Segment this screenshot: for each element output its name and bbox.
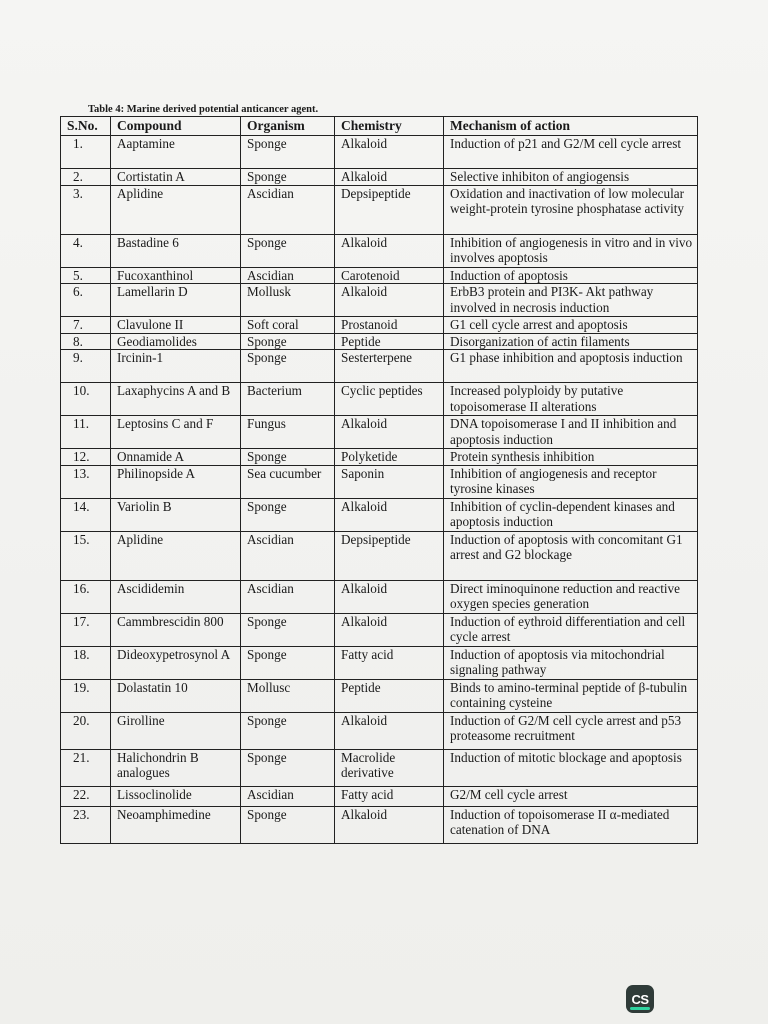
cell-sno: 7.: [61, 317, 111, 334]
cell-compound: Cortistatin A: [111, 169, 241, 186]
cell-chemistry: Fatty acid: [335, 786, 444, 806]
cell-chemistry: Prostanoid: [335, 317, 444, 334]
cell-chemistry: Alkaloid: [335, 580, 444, 613]
cell-chemistry: Sesterterpene: [335, 350, 444, 383]
cell-mechanism: Induction of apoptosis via mitochondrial signaling pathway: [444, 646, 698, 679]
cell-mechanism: Inhibition of cyclin-dependent kinases and apoptosis induction: [444, 498, 698, 531]
cell-chemistry: Fatty acid: [335, 646, 444, 679]
cell-compound: Dideoxypetrosynol A: [111, 646, 241, 679]
table-row: [61, 465, 698, 498]
cell-chemistry: Depsipeptide: [335, 185, 444, 234]
cell-chemistry: Peptide: [335, 679, 444, 712]
cell-organism: Sponge: [241, 712, 335, 749]
cell-sno: 11.: [61, 416, 111, 449]
cell-compound: Halichondrin B analogues: [111, 749, 241, 786]
table-row: [61, 646, 698, 679]
cell-compound: Ircinin-1: [111, 350, 241, 383]
cell-mechanism: DNA topoisomerase I and II inhibition and apoptosis induction: [444, 416, 698, 449]
cell-chemistry: Alkaloid: [335, 416, 444, 449]
cell-chemistry: Alkaloid: [335, 613, 444, 646]
cell-chemistry: Alkaloid: [335, 284, 444, 317]
cell-organism: Ascidian: [241, 185, 335, 234]
cell-chemistry: Alkaloid: [335, 498, 444, 531]
table-row: [61, 712, 698, 749]
cell-sno: 8.: [61, 333, 111, 350]
cell-mechanism: Protein synthesis inhibition: [444, 449, 698, 466]
table-row: [61, 449, 698, 466]
cell-organism: Ascidian: [241, 531, 335, 580]
cell-chemistry: Alkaloid: [335, 806, 444, 843]
cell-sno: 22.: [61, 786, 111, 806]
cell-mechanism: Disorganization of actin filaments: [444, 333, 698, 350]
cell-sno: 19.: [61, 679, 111, 712]
cell-sno: 20.: [61, 712, 111, 749]
table-row: [61, 613, 698, 646]
cell-compound: Girolline: [111, 712, 241, 749]
cell-mechanism: Induction of apoptosis with concomitant G1 arrest and G2 blockage: [444, 531, 698, 580]
cell-chemistry: Depsipeptide: [335, 531, 444, 580]
table-caption: Table 4: Marine derived potential anticancer agent.: [88, 104, 319, 115]
cell-organism: Mollusc: [241, 679, 335, 712]
cell-chemistry: Alkaloid: [335, 712, 444, 749]
table-row: [61, 580, 698, 613]
table-row: [61, 531, 698, 580]
table-row: [61, 284, 698, 317]
table-row: [61, 679, 698, 712]
camscanner-logo-icon: CS: [626, 985, 654, 1013]
cell-mechanism: Induction of mitotic blockage and apoptosis: [444, 749, 698, 786]
cell-mechanism: Oxidation and inactivation of low molecular weight-protein tyrosine phosphatase activity: [444, 185, 698, 234]
cell-sno: 21.: [61, 749, 111, 786]
cell-organism: Bacterium: [241, 383, 335, 416]
cell-organism: Sponge: [241, 498, 335, 531]
cell-sno: 18.: [61, 646, 111, 679]
table-body: [61, 136, 698, 844]
anticancer-agents-table: [60, 116, 698, 844]
header-mechanism: Mechanism of action: [444, 117, 698, 136]
cell-organism: Sponge: [241, 136, 335, 169]
cell-organism: Fungus: [241, 416, 335, 449]
table-row: [61, 416, 698, 449]
cell-organism: Ascidian: [241, 580, 335, 613]
cell-mechanism: G1 cell cycle arrest and apoptosis: [444, 317, 698, 334]
table-row: [61, 333, 698, 350]
header-chemistry: Chemistry: [335, 117, 444, 136]
table-row: [61, 234, 698, 267]
cell-mechanism: Binds to amino-terminal peptide of β-tubulin containing cysteine: [444, 679, 698, 712]
table-row: [61, 749, 698, 786]
cell-sno: 6.: [61, 284, 111, 317]
cell-compound: Dolastatin 10: [111, 679, 241, 712]
header-organism: Organism: [241, 117, 335, 136]
cell-organism: Sponge: [241, 806, 335, 843]
table-row: [61, 169, 698, 186]
cell-compound: Lamellarin D: [111, 284, 241, 317]
cell-chemistry: Carotenoid: [335, 267, 444, 284]
cell-sno: 5.: [61, 267, 111, 284]
cell-compound: Aaptamine: [111, 136, 241, 169]
cell-chemistry: Saponin: [335, 465, 444, 498]
cell-chemistry: Cyclic peptides: [335, 383, 444, 416]
cell-sno: 4.: [61, 234, 111, 267]
cell-compound: Cammbrescidin 800: [111, 613, 241, 646]
table-row: [61, 498, 698, 531]
header-sno: S.No.: [61, 117, 111, 136]
cell-compound: Aplidine: [111, 185, 241, 234]
table-header-row: [61, 117, 698, 136]
cell-organism: Sponge: [241, 234, 335, 267]
cell-compound: Neoamphimedine: [111, 806, 241, 843]
cell-mechanism: Induction of G2/M cell cycle arrest and p53 proteasome recruitment: [444, 712, 698, 749]
cell-compound: Aplidine: [111, 531, 241, 580]
cell-sno: 13.: [61, 465, 111, 498]
table-row: [61, 786, 698, 806]
cell-mechanism: Selective inhibiton of angiogensis: [444, 169, 698, 186]
cell-mechanism: Direct iminoquinone reduction and reactive oxygen species generation: [444, 580, 698, 613]
cell-compound: Bastadine 6: [111, 234, 241, 267]
cell-chemistry: Alkaloid: [335, 169, 444, 186]
cell-mechanism: Induction of eythroid differentiation and cell cycle arrest: [444, 613, 698, 646]
cell-organism: Sponge: [241, 613, 335, 646]
table-row: [61, 267, 698, 284]
cell-sno: 15.: [61, 531, 111, 580]
table-row: [61, 350, 698, 383]
cell-organism: Ascidian: [241, 267, 335, 284]
cell-compound: Variolin B: [111, 498, 241, 531]
cell-mechanism: Increased polyploidy by putative topoisomerase II alterations: [444, 383, 698, 416]
cell-compound: Geodiamolides: [111, 333, 241, 350]
cell-organism: Sea cucumber: [241, 465, 335, 498]
cell-organism: Sponge: [241, 749, 335, 786]
cell-mechanism: Inhibition of angiogenesis and receptor tyrosine kinases: [444, 465, 698, 498]
table-row: [61, 136, 698, 169]
cell-chemistry: Polyketide: [335, 449, 444, 466]
cell-mechanism: Inhibition of angiogenesis in vitro and in vivo involves apoptosis: [444, 234, 698, 267]
cell-mechanism: G1 phase inhibition and apoptosis induction: [444, 350, 698, 383]
cell-compound: Ascididemin: [111, 580, 241, 613]
cell-sno: 1.: [61, 136, 111, 169]
cell-organism: Mollusk: [241, 284, 335, 317]
cell-organism: Sponge: [241, 169, 335, 186]
cell-sno: 9.: [61, 350, 111, 383]
table-row: [61, 806, 698, 843]
cell-sno: 16.: [61, 580, 111, 613]
cell-organism: Sponge: [241, 646, 335, 679]
cell-sno: 23.: [61, 806, 111, 843]
cell-sno: 14.: [61, 498, 111, 531]
cell-organism: Sponge: [241, 449, 335, 466]
cell-compound: Laxaphycins A and B: [111, 383, 241, 416]
cell-compound: Philinopside A: [111, 465, 241, 498]
cell-sno: 10.: [61, 383, 111, 416]
cell-sno: 2.: [61, 169, 111, 186]
cell-compound: Fucoxanthinol: [111, 267, 241, 284]
cell-organism: Soft coral: [241, 317, 335, 334]
cell-chemistry: Macrolide derivative: [335, 749, 444, 786]
cell-compound: Clavulone II: [111, 317, 241, 334]
cell-compound: Leptosins C and F: [111, 416, 241, 449]
cell-organism: Ascidian: [241, 786, 335, 806]
cell-mechanism: Induction of topoisomerase II α-mediated catenation of DNA: [444, 806, 698, 843]
cell-sno: 3.: [61, 185, 111, 234]
cell-organism: Sponge: [241, 333, 335, 350]
table-row: [61, 383, 698, 416]
cell-chemistry: Peptide: [335, 333, 444, 350]
cell-sno: 17.: [61, 613, 111, 646]
cell-mechanism: G2/M cell cycle arrest: [444, 786, 698, 806]
cell-mechanism: ErbB3 protein and PI3K- Akt pathway involved in necrosis induction: [444, 284, 698, 317]
cell-compound: Onnamide A: [111, 449, 241, 466]
cell-chemistry: Alkaloid: [335, 234, 444, 267]
cell-mechanism: Induction of apoptosis: [444, 267, 698, 284]
cell-chemistry: Alkaloid: [335, 136, 444, 169]
table-row: [61, 317, 698, 334]
cell-mechanism: Induction of p21 and G2/M cell cycle arrest: [444, 136, 698, 169]
header-compound: Compound: [111, 117, 241, 136]
cell-organism: Sponge: [241, 350, 335, 383]
table-row: [61, 185, 698, 234]
cell-sno: 12.: [61, 449, 111, 466]
cell-compound: Lissoclinolide: [111, 786, 241, 806]
